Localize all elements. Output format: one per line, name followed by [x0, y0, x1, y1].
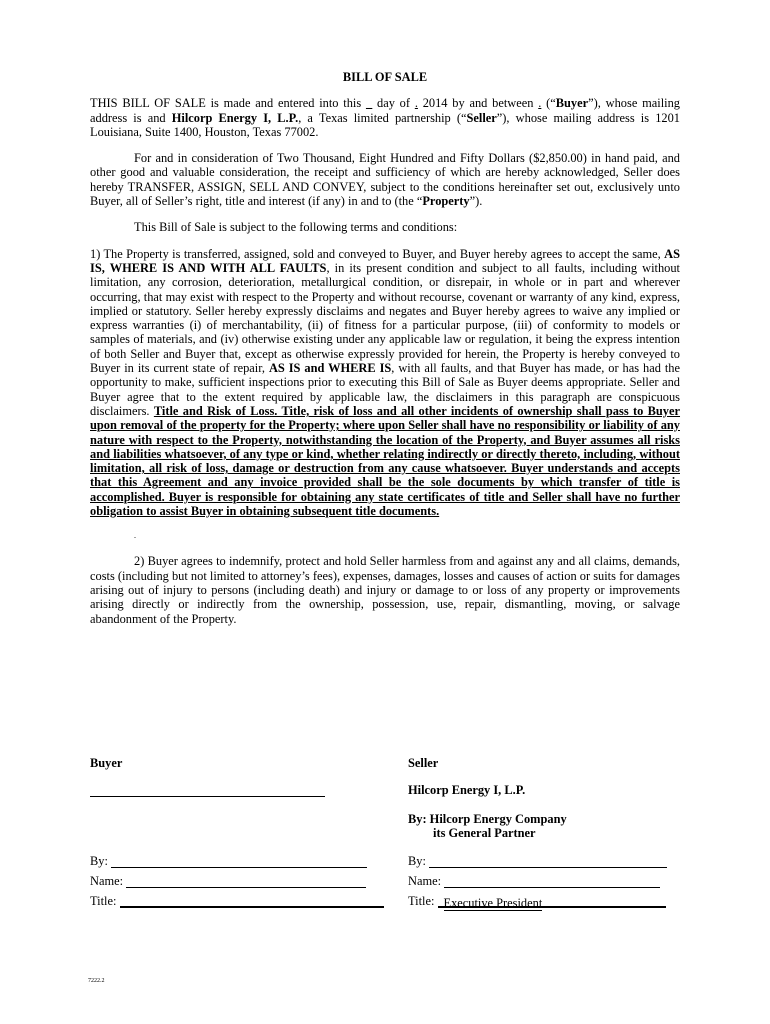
clause-1 — [90, 247, 680, 519]
form-number: 7222.2 — [88, 978, 105, 984]
intro-text: THIS BILL OF SALE is made and entered into this — [90, 96, 366, 111]
terms-intro: This Bill of Sale is subject to the following terms and conditions: — [134, 220, 458, 235]
clause-1-text: , in its present condition and subject to all faults, including without limitation, any corrosion, deterioration, metallurgical condition, or disrepair, in whole or in part and wherever occurring, that may exist with respect to the Property and without recourse, covenant or warranty of any kind, express, implied or statutory. Seller hereby expressly disclaims and negates and Buyer hereby agrees to waive any implied or express warranties (i) of merchantability, (ii) of fitness for a particular purpose, (iii) of conformity to models or samples of materials, and (iv) otherwise existing under any applicable law or regulation, it being the express intention of both Seller and Buyer that, except as otherwise expressly provided for herein, the Property is hereby conveyed to Buyer in its current state of repair, — [90, 260, 680, 376]
clause-2: 2) Buyer agrees to indemnify, protect and hold Seller harmless from and against any and all claims, demands, costs (including but not limited to attorney’s fees), expenses, damages, losses and causes of action or suits for damages arising out of injury to persons (including death) and injury or damage to or loss of any property or improvements arising directly or indirectly from the ownership, possession, use, repair, dismantling, moving, or salvage abandonment of the Property. — [90, 554, 680, 626]
intro-text: 2014 by and between — [417, 96, 539, 111]
clause-1-text: 1) The Property is transferred, assigned, sold and conveyed to Buyer, and Buyer hereby agrees to accept the same, — [90, 246, 665, 261]
buyer-title-field[interactable] — [90, 894, 384, 908]
month-blank: . — [414, 96, 418, 111]
intro-text: ”), whose mailing address is and — [90, 96, 680, 125]
seller-title-value: Executive President — [443, 896, 543, 910]
buyer-term: Buyer — [555, 96, 589, 111]
property-term: Property — [422, 194, 470, 209]
intro-text: (“ — [541, 96, 556, 111]
buyer-name-field[interactable] — [90, 874, 366, 888]
seller-title-field[interactable] — [408, 894, 666, 908]
buyer-blank: . — [538, 96, 542, 111]
consideration-text: For and in consideration of Two Thousand, Eight Hundred and Fifty Dollars ($2,850.00) in hand paid, and other good and valuable consideration, the receipt and sufficiency of which are hereby acknowledged, Seller does hereby TRANSFER, ASSIGN, SELL AND CONVEY, subject to the conditions hereinafter set out, exclusively unto Buyer, all of Seller’s right, title and interest (if any) in and to (the “ — [90, 151, 680, 209]
seller-general-partner: its General Partner — [433, 826, 536, 840]
seller-title-label: Title: — [408, 894, 435, 908]
buyer-title-label: Title: — [90, 894, 117, 908]
as-is-where-is: AS IS and WHERE IS — [268, 361, 392, 376]
intro-text: ”), whose mailing address is 1201 Louisiana, Suite 1400, Houston, Texas 77002. — [90, 110, 680, 139]
buyer-by-field[interactable] — [90, 854, 367, 868]
seller-by-company: By: Hilcorp Energy Company — [408, 812, 567, 826]
buyer-name-label: Name: — [90, 874, 124, 888]
seller-name-field[interactable] — [408, 874, 660, 888]
intro-text: day of — [372, 96, 415, 111]
seller-heading: Seller — [408, 756, 439, 770]
consideration-text: ”). — [469, 194, 483, 209]
intro-text: , a Texas limited partnership (“ — [298, 110, 467, 125]
day-blank: _ — [366, 96, 373, 111]
buyer-signature-line[interactable] — [90, 783, 325, 797]
small-mark: . — [134, 531, 136, 541]
intro-paragraph — [90, 96, 680, 139]
seller-term: Seller — [466, 110, 497, 125]
seller-name-label: Name: — [408, 874, 442, 888]
seller-name: Hilcorp Energy I, L.P. — [171, 110, 299, 125]
buyer-heading: Buyer — [90, 756, 123, 770]
as-is-clause: AS IS, WHERE IS AND WITH ALL FAULTS — [90, 246, 680, 275]
consideration-paragraph — [90, 151, 680, 208]
buyer-by-label: By: — [90, 854, 108, 868]
seller-by-label: By: — [408, 854, 426, 868]
seller-by-field[interactable] — [408, 854, 667, 868]
seller-company: Hilcorp Energy I, L.P. — [408, 783, 526, 797]
clause-1-text: , with all faults, and that Buyer has made, or has had the opportunity to make, sufficient inspections prior to executing this Bill of Sale as Buyer deems appropriate. Seller and Buyer agree that to the extent required by applicable law, the disclaimers in this paragraph are conspicuous disclaimers. — [90, 361, 680, 418]
document-title: BILL OF SALE — [342, 70, 428, 84]
document-body — [90, 70, 680, 626]
risk-of-loss-clause: Title and Risk of Loss. Title, risk of loss and all other incidents of ownership shall pass to Buyer upon removal of the property for the Property; where upon Seller shall have no responsibility or liability of any nature with respect to the Property, notwithstanding the location of the Property, and Buyer assumes all risks and liabilities whatsoever, of any type or kind, whether relating indirectly or directly thereto, including, without limitation, all risk of loss, damage or destruction from any cause whatsoever. Buyer understands and accepts that this Agreement and any invoice provided shall be the sole documents by which transfer of title is accomplished. Buyer is responsible for obtaining any state certificates of title and Seller shall have no further obligation to assist Buyer in obtaining subsequent title documents. — [90, 403, 681, 519]
